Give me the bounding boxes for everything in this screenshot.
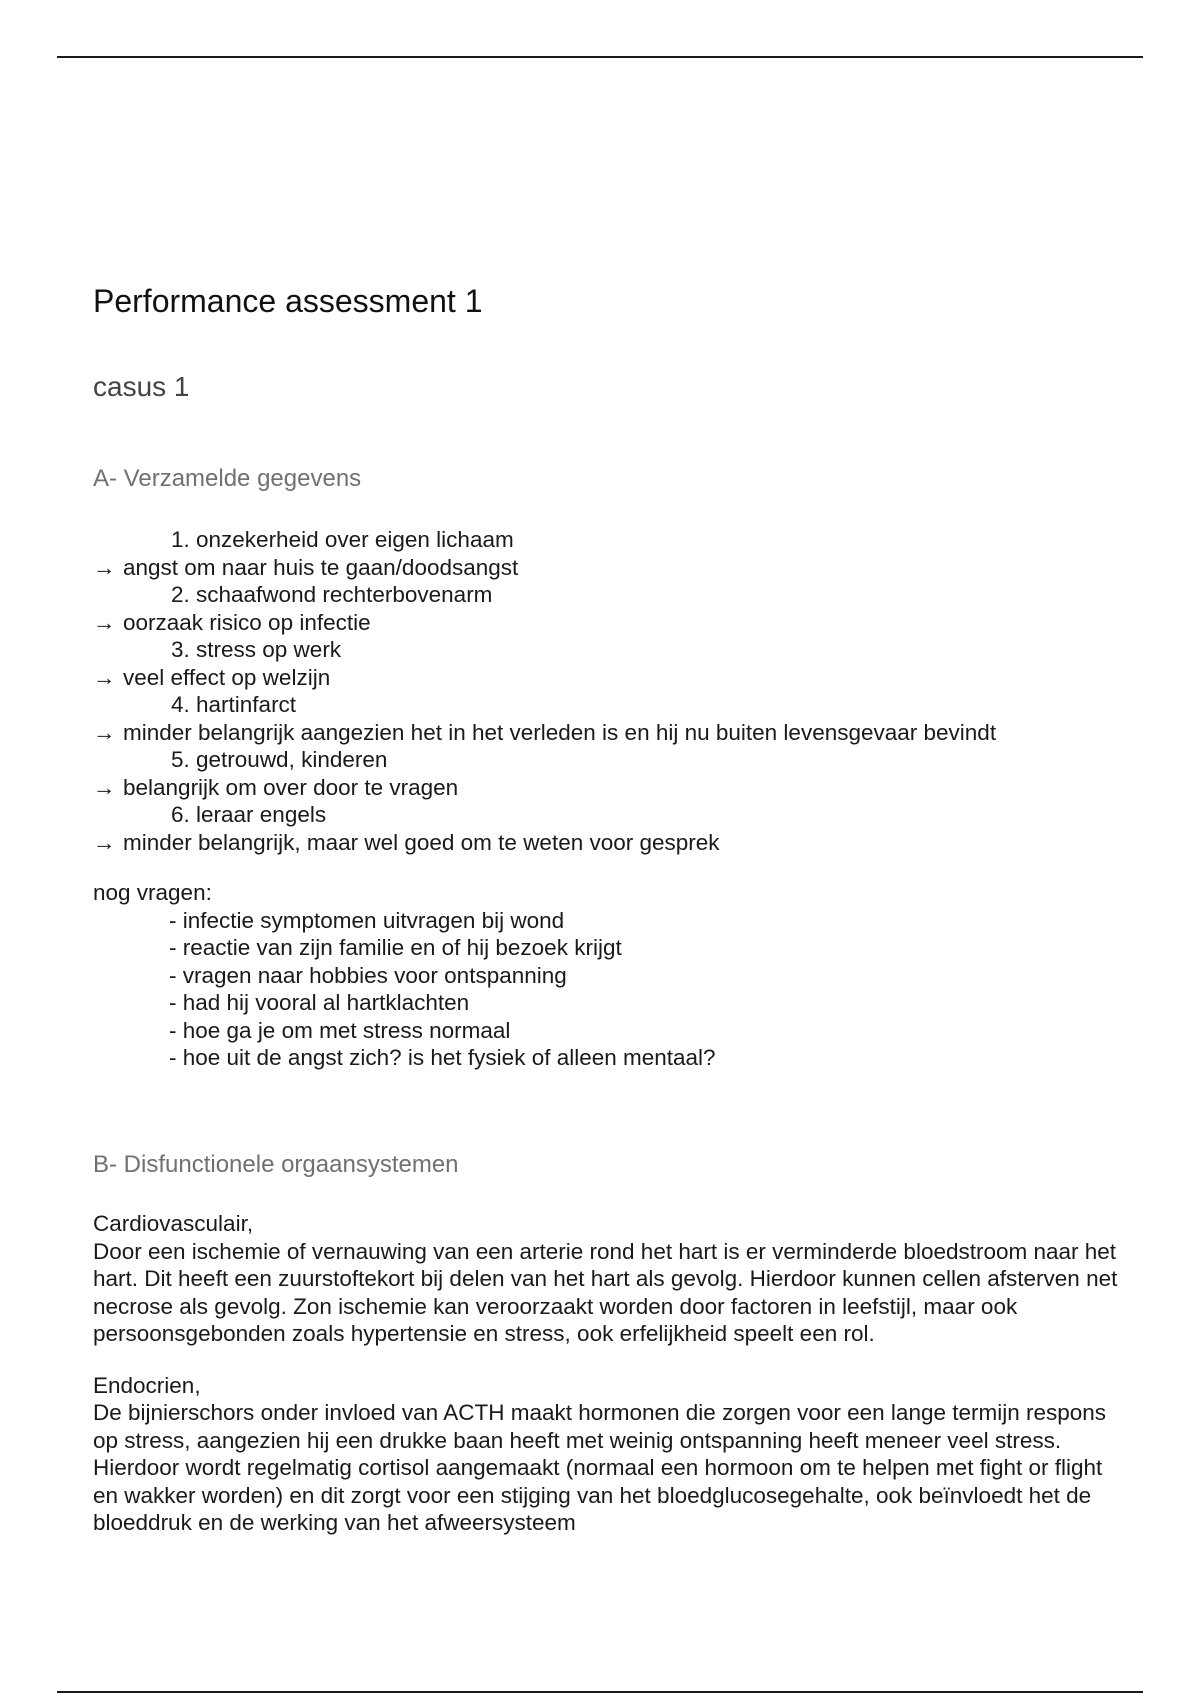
list-item: 5. getrouwd, kinderen: [171, 747, 388, 772]
paragraph-endocrine: [93, 1372, 1123, 1537]
collected-data-list: [93, 526, 1123, 856]
list-item: 1. onzekerheid over eigen lichaam: [171, 527, 514, 552]
bottom-rule: [57, 1691, 1143, 1693]
paragraph-title: Endocrien,: [93, 1372, 201, 1398]
paragraph-cardiovascular: [93, 1210, 1123, 1348]
question-item: - hoe ga je om met stress normaal: [169, 1017, 511, 1043]
list-item-note: → oorzaak risico op infectie: [93, 609, 371, 635]
arrow-icon: →: [93, 664, 116, 690]
question-item: - had hij vooral al hartklachten: [169, 990, 470, 1015]
question-item: - infectie symptomen uitvragen bij wond: [169, 907, 565, 933]
paragraph-body: De bijnierschors onder invloed van ACTH maakt hormonen die zorgen voor een lange termijn respons op stress, aangezien hij een drukke baan heeft met weinig ontspanning heeft meneer veel stress. Hierdoor wordt regelmatig cortisol aangemaakt (normaal een hormoon om te helpen met fight or flight en wakker worden) en dit zorgt voor een stijging van het bloedglucosegehalte, ook beïnvloedt het de bloeddruk en de werking van het afweersysteem: [93, 1400, 1107, 1535]
list-item: 2. schaafwond rechterbovenarm: [171, 582, 493, 607]
arrow-icon: →: [93, 554, 116, 580]
question-item: - reactie van zijn familie en of hij bezoek krijgt: [169, 935, 622, 960]
page-subtitle: casus 1: [93, 371, 190, 402]
list-item-note: → minder belangrijk aangezien het in het verleden is en hij nu buiten levensgevaar bevindt: [93, 719, 997, 745]
section-a-heading: A- Verzamelde gegevens: [93, 465, 362, 492]
page-title: Performance assessment 1: [93, 283, 483, 319]
list-item-note: → belangrijk om over door te vragen: [93, 774, 459, 800]
organ-systems-text: [93, 1210, 1123, 1548]
question-item: - hoe uit de angst zich? is het fysiek of alleen mentaal?: [169, 1045, 716, 1070]
arrow-icon: →: [93, 829, 116, 855]
arrow-icon: →: [93, 609, 116, 635]
list-item: 3. stress op werk: [171, 637, 342, 662]
list-item-note: → minder belangrijk, maar wel goed om te weten voor gesprek: [93, 829, 720, 855]
arrow-icon: →: [93, 719, 116, 745]
list-item: 4. hartinfarct: [171, 692, 297, 717]
open-questions: [93, 879, 1123, 1072]
questions-heading: nog vragen:: [93, 880, 212, 905]
question-item: - vragen naar hobbies voor ontspanning: [169, 962, 567, 988]
list-item: 6. leraar engels: [171, 802, 327, 827]
list-item-note: → veel effect op welzijn: [93, 664, 331, 690]
top-rule: [57, 56, 1143, 58]
list-item-note: → angst om naar huis te gaan/doodsangst: [93, 554, 519, 580]
paragraph-title: Cardiovasculair,: [93, 1211, 254, 1236]
arrow-icon: →: [93, 774, 116, 800]
section-b-heading: B- Disfunctionele orgaansystemen: [93, 1151, 459, 1178]
paragraph-body: Door een ischemie of vernauwing van een arterie rond het hart is er verminderde bloedstroom naar het hart. Dit heeft een zuurstoftekort bij delen van het hart als gevolg. Hierdoor kunnen cellen afsterven net necrose als gevolg. Zon ischemie kan veroorzaakt worden door factoren in leefstijl, maar ook persoonsgebonden zoals hypertensie en stress, ook erfelijkheid speelt een rol.: [93, 1238, 1118, 1346]
